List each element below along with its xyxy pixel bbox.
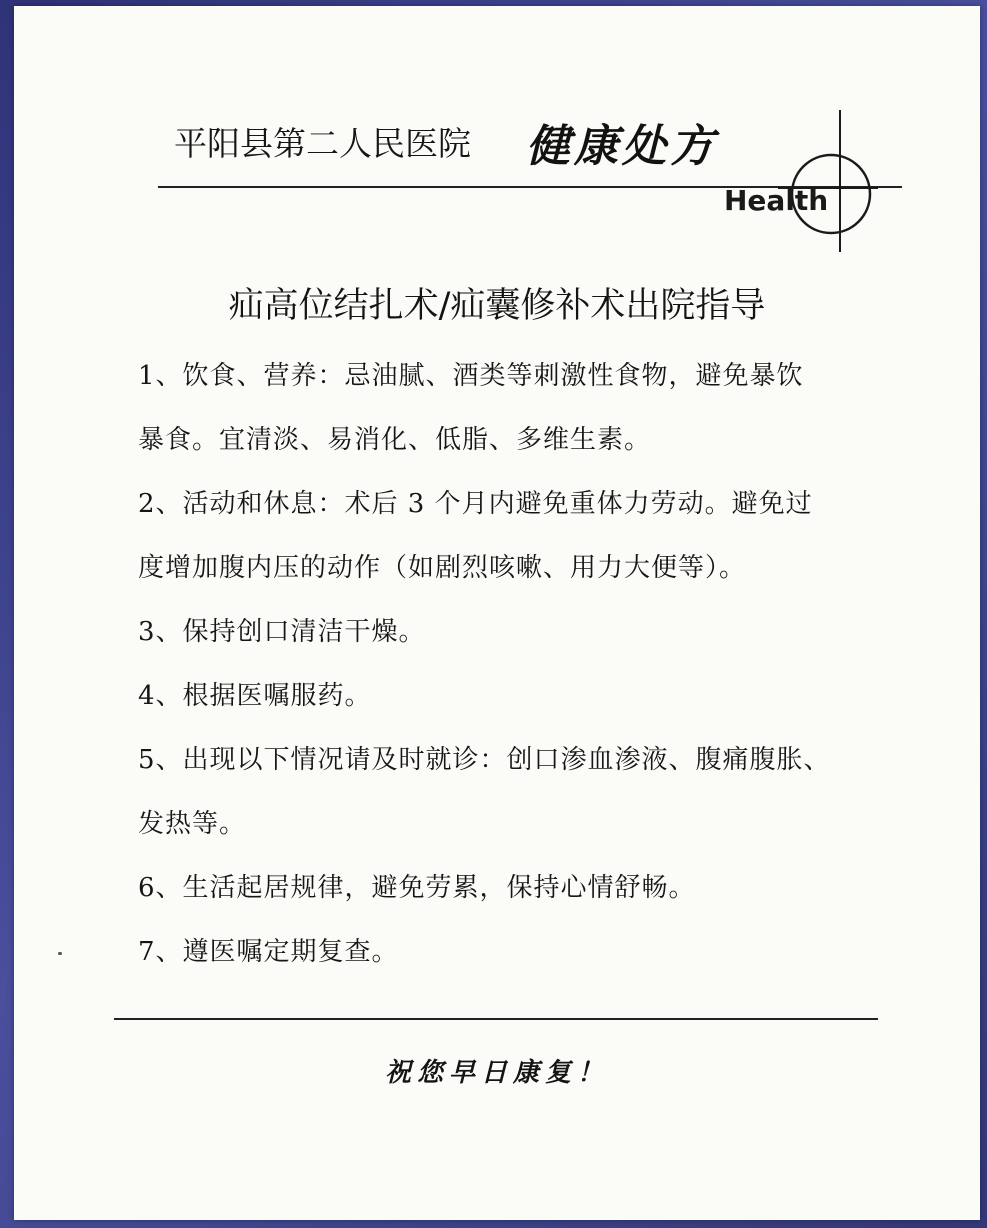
instruction-line: 2、活动和休息：术后 3 个月内避免重体力劳动。避免过 [138, 489, 813, 519]
closing-wish: 祝您早日康复！ [384, 1058, 609, 1088]
instruction-line: 7、遵医嘱定期复查。 [138, 937, 399, 967]
hospital-name: 平阳县第二人民医院 [174, 124, 471, 163]
health-prescription-sheet [14, 6, 980, 1220]
crosshair-icon [778, 106, 878, 256]
instruction-line: 6、生活起居规律，避免劳累，保持心情舒畅。 [138, 873, 696, 903]
paper-speck [58, 952, 62, 955]
footer-divider [114, 1018, 878, 1020]
brand-title: 健康处方 [526, 121, 718, 172]
instruction-line: 度增加腹内压的动作（如剧烈咳嗽、用力大便等）。 [138, 553, 747, 583]
instruction-line: 5、出现以下情况请及时就诊：创口渗血渗液、腹痛腹胀、 [138, 745, 831, 775]
health-logo-text: Health [724, 184, 829, 217]
instruction-list [138, 344, 918, 984]
instruction-line: 3、保持创口清洁干燥。 [138, 617, 426, 647]
instruction-line: 4、根据医嘱服药。 [138, 681, 372, 711]
instruction-line: 发热等。 [138, 809, 247, 839]
instruction-line: 1、饮食、营养：忌油腻、酒类等刺激性食物，避免暴饮 [138, 361, 804, 391]
instruction-line: 暴食。宜清淡、易消化、低脂、多维生素。 [138, 425, 652, 455]
document-title: 疝高位结扎术/疝囊修补术出院指导 [228, 286, 766, 326]
